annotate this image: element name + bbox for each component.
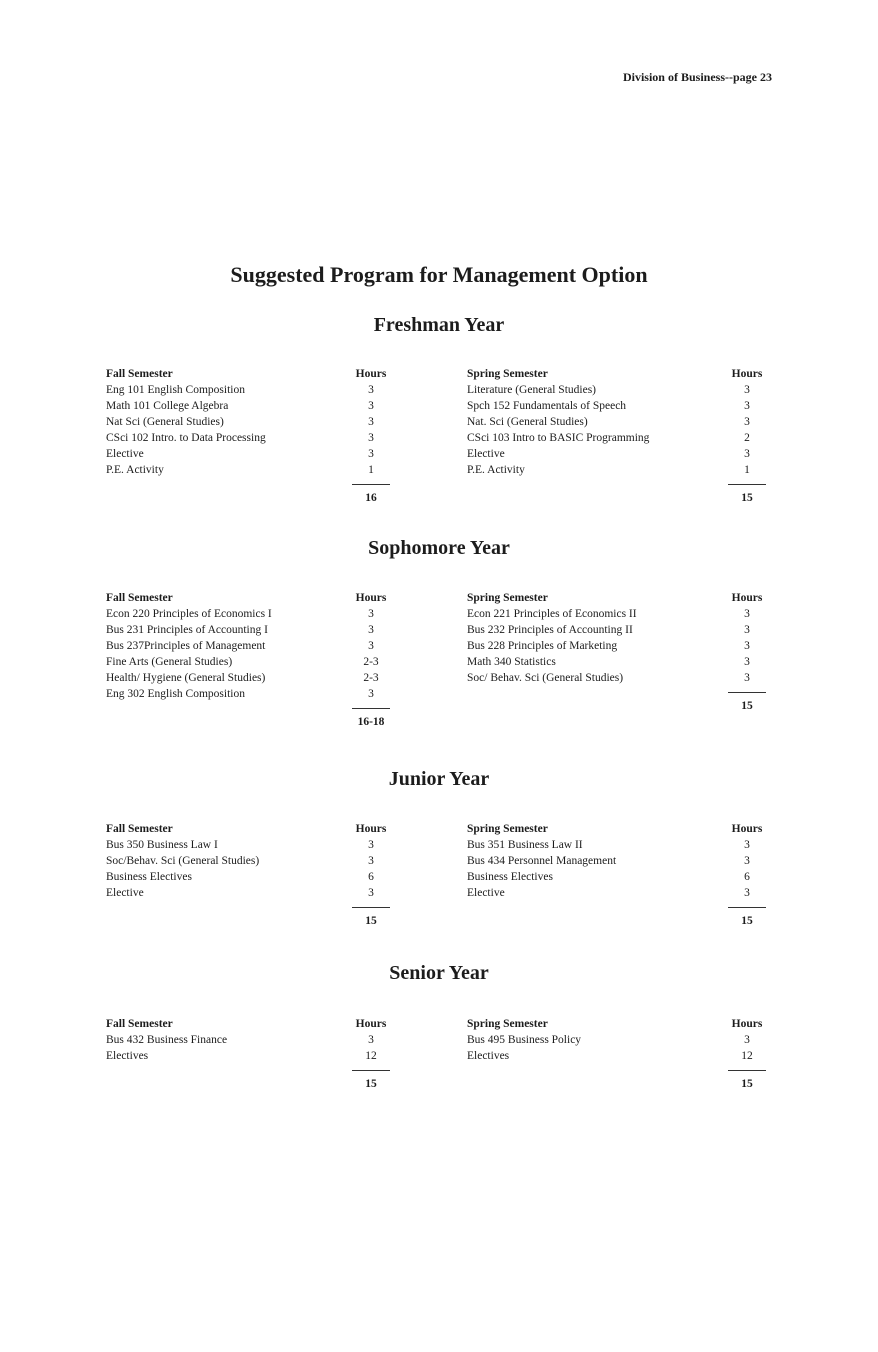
year-title: Senior Year (389, 962, 489, 984)
course-hours: 6 (368, 871, 374, 883)
page-title: Suggested Program for Management Option (230, 262, 648, 287)
course-name: P.E. Activity (106, 464, 164, 476)
course-name: Business Electives (106, 871, 192, 883)
year-title: Junior Year (388, 768, 490, 790)
course-hours: 3 (744, 608, 750, 620)
course-name: Bus 495 Business Policy (467, 1034, 582, 1046)
total-rule (352, 1070, 390, 1071)
course-name: P.E. Activity (467, 464, 525, 476)
semester-heading: Fall Semester (106, 823, 173, 835)
total-hours: 16-18 (357, 716, 385, 728)
course-hours: 2-3 (363, 656, 379, 668)
page-header: Division of Business--page 23 (622, 70, 772, 84)
course-name: Bus 232 Principles of Accounting II (467, 624, 633, 636)
course-name: Elective (106, 448, 144, 460)
semester-heading: Spring Semester (467, 823, 548, 835)
course-hours: 3 (368, 416, 374, 428)
course-name: Nat Sci (General Studies) (106, 416, 224, 428)
course-name: Business Electives (467, 871, 553, 883)
course-name: Math 101 College Algebra (106, 400, 229, 412)
course-name: Elective (106, 887, 144, 899)
semester-heading: Fall Semester (106, 1018, 173, 1030)
total-hours: 15 (741, 700, 753, 712)
hours-heading: Hours (731, 823, 763, 835)
hours-heading: Hours (731, 1018, 763, 1030)
year-title: Sophomore Year (368, 537, 510, 559)
total-rule (728, 1070, 766, 1071)
course-name: CSci 102 Intro. to Data Processing (106, 432, 266, 444)
course-name: Health/ Hygiene (General Studies) (106, 672, 266, 684)
course-name: CSci 103 Intro to BASIC Programming (467, 432, 650, 444)
total-hours: 15 (741, 492, 753, 504)
course-hours: 3 (368, 839, 374, 851)
course-hours: 3 (744, 384, 750, 396)
course-name: Eng 101 English Composition (106, 384, 245, 396)
course-hours: 3 (368, 1034, 374, 1046)
total-rule (728, 484, 766, 485)
total-hours: 15 (741, 1078, 753, 1090)
course-hours: 3 (368, 608, 374, 620)
course-name: Bus 432 Business Finance (106, 1034, 228, 1046)
semester-heading: Fall Semester (106, 368, 173, 380)
course-name: Math 340 Statistics (467, 656, 556, 668)
course-name: Econ 221 Principles of Economics II (467, 608, 637, 620)
course-name: Bus 434 Personnel Management (467, 855, 617, 867)
course-hours: 3 (744, 672, 750, 684)
course-name: Bus 237Principles of Management (106, 640, 266, 652)
course-hours: 3 (744, 656, 750, 668)
course-hours: 1 (744, 464, 750, 476)
total-hours: 15 (365, 915, 377, 927)
course-name: Electives (467, 1050, 510, 1062)
course-hours: 3 (368, 688, 374, 700)
course-hours: 3 (368, 855, 374, 867)
course-hours: 3 (368, 624, 374, 636)
course-name: Electives (106, 1050, 149, 1062)
course-hours: 3 (744, 448, 750, 460)
course-hours: 3 (368, 640, 374, 652)
course-hours: 3 (368, 432, 374, 444)
course-hours: 3 (368, 400, 374, 412)
semester-heading: Spring Semester (467, 1018, 548, 1030)
course-name: Fine Arts (General Studies) (106, 656, 233, 668)
course-name: Econ 220 Principles of Economics I (106, 608, 272, 620)
course-name: Literature (General Studies) (467, 384, 596, 396)
course-hours: 3 (744, 1034, 750, 1046)
hours-heading: Hours (355, 823, 387, 835)
total-hours: 15 (365, 1078, 377, 1090)
course-hours: 3 (744, 839, 750, 851)
hours-heading: Hours (731, 368, 763, 380)
course-hours: 12 (365, 1050, 377, 1062)
total-rule (352, 708, 390, 709)
course-hours: 3 (368, 448, 374, 460)
total-rule (728, 907, 766, 908)
course-name: Bus 350 Business Law I (106, 839, 218, 851)
total-hours: 16 (365, 492, 377, 504)
course-name: Soc/ Behav. Sci (General Studies) (467, 672, 624, 684)
semester-heading: Spring Semester (467, 592, 548, 604)
total-rule (352, 484, 390, 485)
total-rule (728, 692, 766, 693)
hours-heading: Hours (731, 592, 763, 604)
hours-heading: Hours (355, 592, 387, 604)
course-hours: 2 (744, 432, 750, 444)
year-title: Freshman Year (373, 314, 505, 336)
total-hours: 15 (741, 915, 753, 927)
course-name: Elective (467, 448, 505, 460)
course-hours: 3 (744, 400, 750, 412)
course-name: Bus 231 Principles of Accounting I (106, 624, 268, 636)
course-name: Bus 228 Principles of Marketing (467, 640, 618, 652)
total-rule (352, 907, 390, 908)
course-hours: 2-3 (363, 672, 379, 684)
course-name: Spch 152 Fundamentals of Speech (467, 400, 627, 412)
course-name: Eng 302 English Composition (106, 688, 245, 700)
hours-heading: Hours (355, 1018, 387, 1030)
course-hours: 3 (744, 640, 750, 652)
course-hours: 3 (368, 887, 374, 899)
course-hours: 3 (368, 384, 374, 396)
course-hours: 3 (744, 624, 750, 636)
course-name: Soc/Behav. Sci (General Studies) (106, 855, 260, 867)
course-hours: 1 (368, 464, 374, 476)
course-hours: 12 (741, 1050, 753, 1062)
course-name: Bus 351 Business Law II (467, 839, 583, 851)
course-hours: 3 (744, 887, 750, 899)
course-hours: 3 (744, 416, 750, 428)
course-hours: 6 (744, 871, 750, 883)
course-name: Elective (467, 887, 505, 899)
course-hours: 3 (744, 855, 750, 867)
semester-heading: Fall Semester (106, 592, 173, 604)
hours-heading: Hours (355, 368, 387, 380)
semester-heading: Spring Semester (467, 368, 548, 380)
course-name: Nat. Sci (General Studies) (467, 416, 588, 428)
